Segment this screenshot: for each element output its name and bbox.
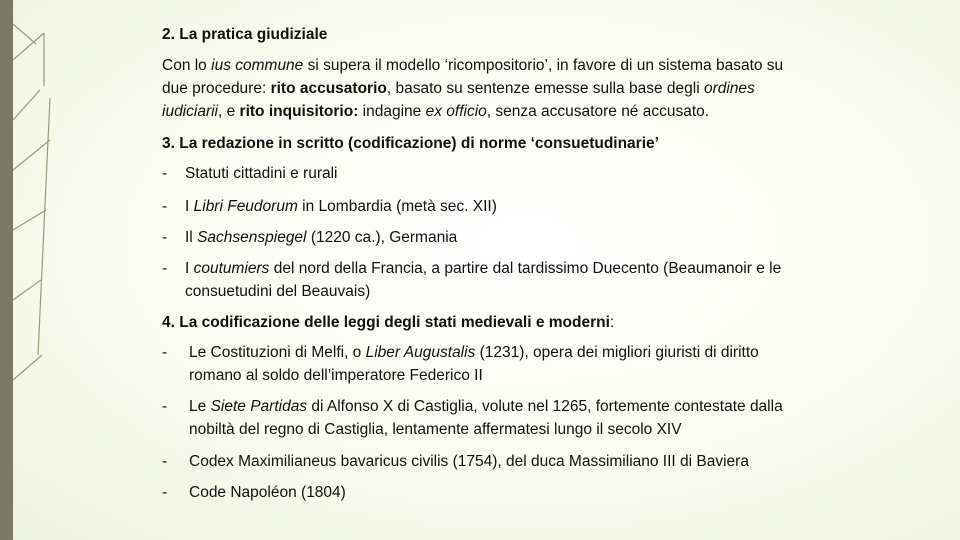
list-item-text-continued: nobiltà del regno di Castiglia, lentamente affermatesi lungo il secolo XIV	[189, 421, 682, 438]
deco-line	[13, 90, 40, 120]
deco-line	[13, 280, 41, 300]
text-span: I	[185, 260, 194, 277]
list-item-text: Code Napoléon (1804)	[189, 484, 346, 501]
section2-line3	[162, 100, 902, 123]
deco-line	[13, 210, 46, 230]
list-item-text	[185, 226, 457, 249]
bullet-dash: -	[162, 484, 168, 501]
list-item-text-continued: consuetudini del Beauvais)	[185, 283, 371, 300]
deco-line	[13, 140, 50, 170]
deco-line	[38, 98, 50, 355]
text-italic: Sachsenspiegel	[197, 229, 307, 246]
text-span: :	[609, 314, 615, 331]
text-italic: Liber Augustalis	[365, 344, 476, 361]
text-span: in Lombardia (metà sec. XII)	[297, 198, 497, 215]
text-span: del nord della Francia, a partire dal tardissimo Duecento (Beaumanoir e le	[269, 260, 782, 277]
section2-heading: 2. La pratica giudiziale	[162, 26, 328, 43]
text-span: Con lo	[162, 57, 212, 74]
section3-heading: 3. La redazione in scritto (codificazione) di norme ‘consuetudinarie’	[162, 135, 659, 152]
text-bold: rito accusatorio	[270, 80, 387, 97]
text-italic: Libri Feudorum	[193, 198, 298, 215]
list-item-text	[185, 195, 497, 218]
list-item-text: Statuti cittadini e rurali	[185, 165, 338, 182]
bullet-dash: -	[162, 165, 168, 182]
text-span: Il	[185, 229, 198, 246]
bullet-dash: -	[162, 453, 168, 470]
list-item-text	[189, 395, 783, 418]
text-span: (1231), opera dei migliori giuristi di diritto	[475, 344, 759, 361]
text-span: I	[185, 198, 194, 215]
list-item-text	[185, 257, 781, 280]
list-item-text	[189, 341, 759, 364]
decorative-lines	[0, 0, 60, 540]
text-italic: coutumiers	[193, 260, 270, 277]
text-italic: ex officio	[425, 103, 487, 120]
text-span: due procedure:	[162, 80, 271, 97]
list-item-text-continued: romano al soldo dell’imperatore Federico II	[189, 367, 483, 384]
text-span: si supera il modello ‘ricompositorio’, in favore di un sistema basato su	[303, 57, 784, 74]
text-span: indagine	[358, 103, 426, 120]
text-bold: rito inquisitorio:	[239, 103, 359, 120]
bullet-dash: -	[162, 398, 168, 415]
text-span: (1220 ca.), Germania	[306, 229, 458, 246]
text-bold: 4. La codificazione delle leggi degli stati medievali e moderni	[162, 314, 610, 331]
bullet-dash: -	[162, 229, 168, 246]
bullet-dash: -	[162, 198, 168, 215]
text-span: Le Costituzioni di Melfi, o	[189, 344, 366, 361]
text-span: , senza accusatore né accusato.	[486, 103, 710, 120]
deco-line	[13, 24, 36, 44]
text-italic: Siete Partidas	[210, 398, 308, 415]
bullet-dash: -	[162, 260, 168, 277]
text-italic: ordines	[703, 80, 755, 97]
deco-line	[13, 355, 42, 380]
text-italic: ius commune	[211, 57, 304, 74]
section2-line1	[162, 54, 902, 77]
bullet-dash: -	[162, 344, 168, 361]
text-span: , e	[218, 103, 240, 120]
list-item-text: Codex Maximilianeus bavaricus civilis (1754), del duca Massimiliano III di Baviera	[189, 453, 749, 470]
text-italic: iudiciarii	[162, 103, 218, 120]
text-span: Le	[189, 398, 211, 415]
text-span: di Alfonso X di Castiglia, volute nel 1265, fortemente contestate dalla	[307, 398, 783, 415]
section4-heading	[162, 311, 902, 334]
text-span: , basato su sentenze emesse sulla base degli	[386, 80, 704, 97]
section2-line2	[162, 77, 902, 100]
